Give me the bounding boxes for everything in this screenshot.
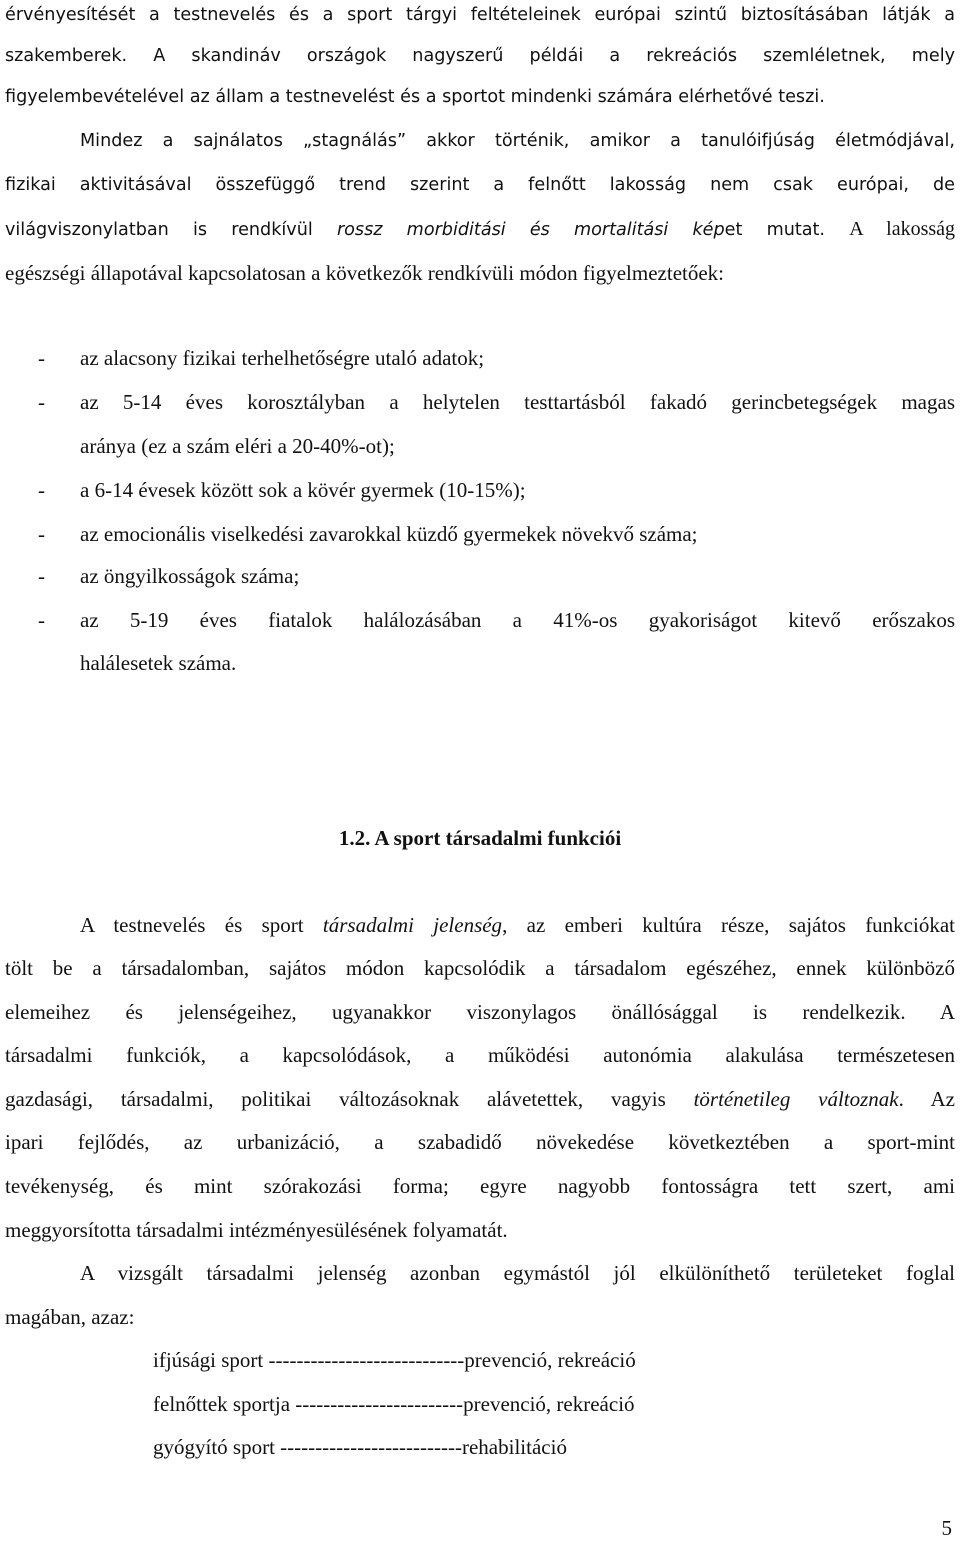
paragraph-line: figyelembevételével az állam a testnevelést és a sportot mindenki számára elérhetővé teszi. xyxy=(5,87,825,107)
list-item-continuation: aránya (ez a szám eléri a 20-40%-ot); xyxy=(80,434,395,458)
list-dash: - xyxy=(38,608,45,632)
paragraph-line: fizikai aktivitásával összefüggő trend szerint a felnőtt lakosság nem csak európai, de xyxy=(5,175,955,195)
paragraph-line-mixed xyxy=(80,910,955,940)
italic-phrase: rossz morbiditási és mortalitási kép xyxy=(336,220,725,240)
list-dash: - xyxy=(38,478,45,502)
list-item: az öngyilkosságok száma; xyxy=(80,564,300,588)
paragraph-line: tevékenység, és mint szórakozási forma; egyre nagyobb fontosságra tett szert, ami xyxy=(5,1174,955,1198)
paragraph-line: meggyorsította társadalmi intézményesülésének folyamatát. xyxy=(5,1218,508,1242)
paragraph-line: egészségi állapotával kapcsolatosan a következők rendkívüli módon figyelmeztetőek: xyxy=(5,261,725,285)
paragraph-line: Mindez a sajnálatos „stagnálás” akkor történik, amikor a tanulóifjúság életmódjával, xyxy=(80,131,955,151)
paragraph-line-mixed xyxy=(5,214,955,244)
italic-phrase: történetileg változnak xyxy=(693,1087,899,1111)
list-dash: - xyxy=(38,564,45,588)
text-run: et mutat. xyxy=(724,220,826,240)
list-item: az 5-14 éves korosztályban a helytelen testtartásból fakadó gerincbetegségek magas xyxy=(80,390,955,414)
italic-phrase: társadalmi jelenség xyxy=(322,913,503,937)
paragraph-line: elemeihez és jelenségeihez, ugyanakkor viszonylagos önállósággal is rendelkezik. A xyxy=(5,1000,955,1024)
text-run: világviszonylatban is rendkívül xyxy=(5,220,313,240)
list-dash: - xyxy=(38,522,45,546)
category-line: felnőttek sportja ------------------------prevenció, rekreáció xyxy=(153,1392,635,1416)
text-run: A lakosság xyxy=(849,218,955,240)
list-item: a 6-14 évesek között sok a kövér gyermek (10-15%); xyxy=(80,478,526,502)
text-run: A testnevelés és sport xyxy=(80,913,304,937)
text-run: . Az xyxy=(898,1087,955,1111)
paragraph-line-mixed xyxy=(5,1084,955,1114)
text-run: gazdasági, társadalmi, politikai változásoknak alávetettek, vagyis xyxy=(5,1087,666,1111)
list-dash: - xyxy=(38,390,45,414)
list-item-continuation: halálesetek száma. xyxy=(80,651,237,675)
list-dash: - xyxy=(38,346,45,370)
paragraph-line: szakemberek. A skandináv országok nagyszerű példái a rekreációs szemléletnek, mely xyxy=(5,46,955,66)
paragraph-line: tölt be a társadalomban, sajátos módon kapcsolódik a társadalom egészéhez, ennek különböző xyxy=(5,956,955,980)
list-item: az emocionális viselkedési zavarokkal küzdő gyermekek növekvő száma; xyxy=(80,522,698,546)
list-item: az alacsony fizikai terhelhetőségre utaló adatok; xyxy=(80,346,485,370)
list-item: az 5-19 éves fiatalok halálozásában a 41%-os gyakoriságot kitevő erőszakos xyxy=(80,608,955,632)
paragraph-line: ipari fejlődés, az urbanizáció, a szabadidő növekedése következtében a sport-mint xyxy=(5,1130,955,1154)
page-number: 5 xyxy=(941,1516,952,1540)
category-line: ifjúsági sport ----------------------------prevenció, rekreáció xyxy=(153,1348,636,1372)
paragraph-line: magában, azaz: xyxy=(5,1305,135,1329)
section-heading: 1.2. A sport társadalmi funkciói xyxy=(338,826,622,850)
category-line: gyógyító sport --------------------------rehabilitáció xyxy=(153,1435,567,1459)
paragraph-line: társadalmi funkciók, a kapcsolódások, a működési autonómia alakulása természetesen xyxy=(5,1043,955,1067)
text-run: , az emberi kultúra része, sajátos funkciókat xyxy=(502,913,955,937)
paragraph-line: érvényesítését a testnevelés és a sport tárgyi feltételeinek európai szintű biztosításában látják a xyxy=(5,5,955,25)
paragraph-line: A vizsgált társadalmi jelenség azonban egymástól jól elkülöníthető területeket foglal xyxy=(80,1261,955,1285)
